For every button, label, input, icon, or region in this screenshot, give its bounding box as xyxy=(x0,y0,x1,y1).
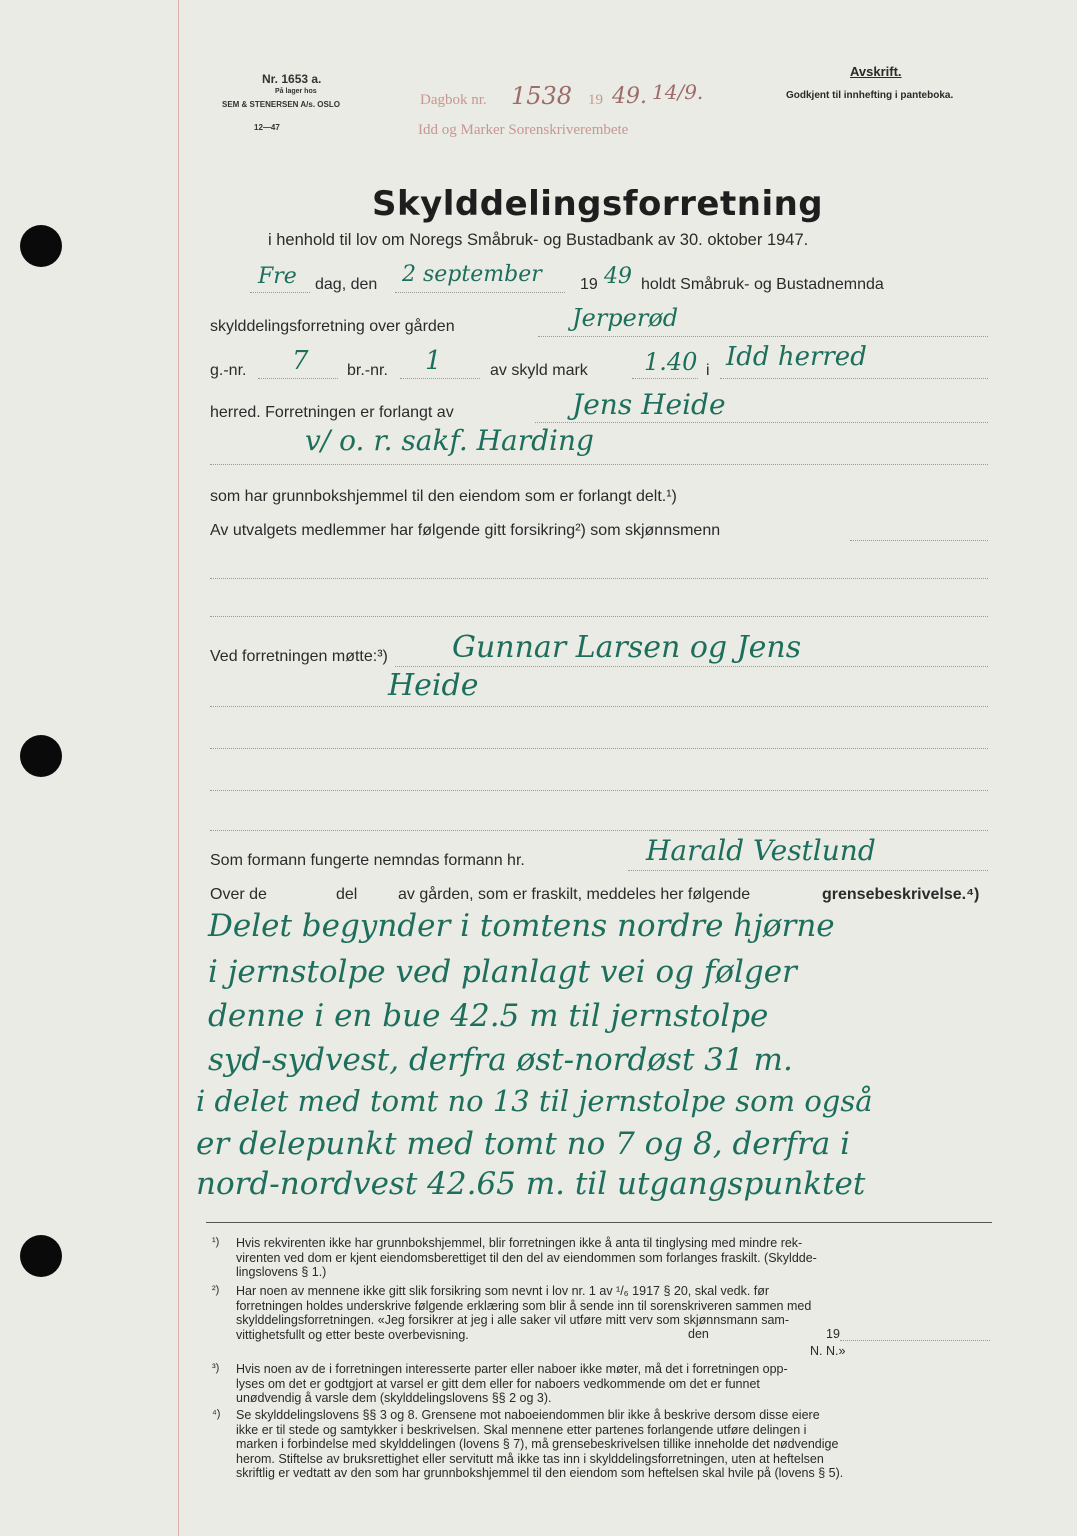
footnote-4-line-5: skriftlig er vedtatt av den som har grunnbokshjemmel til den eiendom som heftelsen skal hvile på (lovens § 5). xyxy=(236,1466,844,1480)
document-title: Skylddelingsforretning xyxy=(372,184,824,224)
footnote-3-line-3: unødvendig å varsle dem (skylddelingslovens §§ 2 og 3). xyxy=(236,1391,552,1405)
footnote-2 xyxy=(236,1284,811,1342)
farm-label: skylddelingsforretning over gården xyxy=(210,318,455,335)
printer-line-3: 12—47 xyxy=(254,123,280,132)
footnote-2-number: ²) xyxy=(212,1284,220,1296)
footnote-2-line-2: forretningen holdes underskrive følgende erklæring som blir å sende inn til sorenskriveren sammen med xyxy=(236,1298,812,1313)
punch-hole-top xyxy=(20,225,62,267)
farm-handwritten: Jerperød xyxy=(572,304,679,332)
skyld-label: av skyld mark xyxy=(490,362,588,379)
stamp-year-prefix: 19 xyxy=(588,92,603,108)
printer-line-1: På lager hos xyxy=(275,88,317,95)
boundary-bold: grensebeskrivelse.⁴) xyxy=(822,886,980,903)
description-line-7: nord-nordvest 42.65 m. til utgangspunktet xyxy=(196,1166,866,1202)
footnote-4-line-2: ikke er til stede og samtykker i beskrivelsen. Skal mennene etter partenes forlangende utføre delingen i xyxy=(236,1422,807,1437)
stamp-year: 49. xyxy=(612,84,647,109)
gnr-label: g.-nr. xyxy=(210,362,247,379)
blank-line-3 xyxy=(210,706,988,707)
stamp-office: Idd og Marker Sorenskriverembete xyxy=(418,122,629,138)
chair-label: Som formann fungerte nemndas formann hr. xyxy=(210,852,525,869)
footnote-3-line-2: lyses om det er godtgjort at varsel er gitt dem eller for naboers vedkommende om det er funnet xyxy=(236,1376,760,1391)
year-prefix: 19 xyxy=(580,276,598,293)
attended-handwritten: Gunnar Larsen og Jens xyxy=(452,630,802,665)
copy-label: Avskrift. xyxy=(850,64,902,79)
chair-underline xyxy=(628,870,988,871)
footnote-2-line-3: skylddelingsforretningen. «Jeg forsikrer at jeg i alle saker vil utføre mitt verv som skjønnsmann sam- xyxy=(236,1313,789,1327)
footnote-2-den: den xyxy=(688,1327,709,1341)
date-underline xyxy=(395,292,565,293)
members-line: Av utvalgets medlemmer har følgende gitt forsikring²) som skjønnsmenn xyxy=(210,522,721,539)
footnote-2-line-4: vittighetsfullt og etter beste overbevisning. xyxy=(236,1327,469,1342)
footnote-separator xyxy=(206,1222,992,1223)
footnote-1 xyxy=(236,1236,817,1280)
members-underline xyxy=(850,540,988,541)
bnr-label: br.-nr. xyxy=(347,362,388,379)
footnote-1-line-3: lingslovens § 1.) xyxy=(236,1265,327,1279)
printer-line-2: SEM & STENERSEN A/s. OSLO xyxy=(222,100,340,109)
skyld-underline xyxy=(632,378,698,379)
description-line-2: i jernstolpe ved planlagt vei og følger xyxy=(208,954,797,990)
skyld-handwritten: 1.40 xyxy=(644,348,698,376)
footnote-4-line-1: Se skylddelingslovens §§ 3 og 8. Grensene mot naboeiendommen blir ikke å beskrive dersom disse eiere xyxy=(236,1408,820,1422)
footnote-4-number: ⁴) xyxy=(212,1408,221,1420)
held-label: holdt Småbruk- og Bustadnemnda xyxy=(641,276,884,293)
blank-line-2 xyxy=(210,616,988,617)
description-line-4: syd-sydvest, derfra øst-nordøst 31 m. xyxy=(208,1042,793,1078)
footnote-3 xyxy=(236,1362,788,1406)
footnote-2-signature: N. N.» xyxy=(810,1344,846,1358)
description-line-5: i delet med tomt no 13 til jernstolpe som også xyxy=(196,1084,873,1118)
footnote-4-line-3: marken i forbindelse med skylddelingen (lovens § 7), må grensebeskrivelsen tillike inneholde det nødvendige xyxy=(236,1437,839,1451)
blank-line-6 xyxy=(210,830,988,831)
document-subtitle: i henhold til lov om Noregs Småbruk- og Bustadbank av 30. oktober 1947. xyxy=(268,231,809,249)
footnote-3-number: ³) xyxy=(212,1362,220,1374)
stamp-date: 14/9. xyxy=(652,80,704,104)
attended-underline xyxy=(395,666,988,667)
blank-line-4 xyxy=(210,748,988,749)
farm-underline xyxy=(538,336,988,337)
requested-underline-2 xyxy=(210,464,988,465)
requested-label: herred. Forretningen er forlangt av xyxy=(210,404,454,421)
requested-handwritten: Jens Heide xyxy=(572,388,726,421)
boundary-del: del xyxy=(336,886,358,903)
requested-handwritten-2: v/ o. r. sakf. Harding xyxy=(305,424,594,457)
boundary-rest: av gården, som er fraskilt, meddeles her følgende xyxy=(398,886,751,903)
stamp-number: 1538 xyxy=(511,82,573,110)
description-line-6: er delepunkt med tomt no 7 og 8, derfra i xyxy=(196,1126,851,1162)
margin-line xyxy=(178,0,179,1536)
copy-note: Godkjent til innhefting i panteboka. xyxy=(786,90,954,101)
footnote-4 xyxy=(236,1408,843,1481)
day-handwritten: Fre xyxy=(258,264,297,289)
year-handwritten: 49 xyxy=(604,264,632,289)
footnote-2-underline xyxy=(840,1340,990,1341)
date-handwritten: 2 september xyxy=(402,262,542,287)
chair-handwritten: Harald Vestlund xyxy=(646,834,876,867)
day-label: dag, den xyxy=(315,276,378,293)
stamp-dagbok-label: Dagbok nr. xyxy=(420,92,487,108)
footnote-2-year: 19 xyxy=(826,1327,840,1341)
herred-underline xyxy=(720,378,988,379)
footnote-1-line-2: virenten ved dom er kjent eiendomsberettiget til den del av eiendommen som forlanges fraskilt. (Skyldde- xyxy=(236,1250,817,1265)
footnote-3-line-1: Hvis noen av de i forretningen interesserte parter eller naboer ikke møter, må det i forretningen opp- xyxy=(236,1362,788,1376)
day-underline xyxy=(250,292,310,293)
description-line-3: denne i en bue 42.5 m til jernstolpe xyxy=(208,998,769,1034)
i-label: i xyxy=(706,362,710,379)
form-number: Nr. 1653 a. xyxy=(262,72,322,86)
blank-line-5 xyxy=(210,790,988,791)
attended-label: Ved forretningen møtte:³) xyxy=(210,648,388,665)
gnr-underline xyxy=(258,378,338,379)
requested-underline xyxy=(535,422,988,423)
owner-line: som har grunnbokshjemmel til den eiendom som er forlangt delt.¹) xyxy=(210,488,677,505)
punch-hole-bottom xyxy=(20,1235,62,1277)
attended-handwritten-2: Heide xyxy=(388,668,479,703)
bnr-handwritten: 1 xyxy=(425,346,442,376)
herred-handwritten: Idd herred xyxy=(726,342,867,372)
footnote-1-number: ¹) xyxy=(212,1236,220,1248)
footnote-4-line-4: herom. Stiftelse av bruksrettighet eller servitutt må ikke tas inn i skylddelingsforretningen, uten at heftelsen xyxy=(236,1451,824,1466)
bnr-underline xyxy=(400,378,480,379)
punch-hole-middle xyxy=(20,735,62,777)
description-line-1: Delet begynder i tomtens nordre hjørne xyxy=(208,908,835,944)
gnr-handwritten: 7 xyxy=(292,346,309,376)
blank-line-1 xyxy=(210,578,988,579)
footnote-1-line-1: Hvis rekvirenten ikke har grunnbokshjemmel, blir forretningen ikke å anta til tinglysing med mindre rek- xyxy=(236,1236,803,1250)
boundary-over: Over de xyxy=(210,886,267,903)
footnote-2-line-1: Har noen av mennene ikke gitt slik forsikring som nevnt i lov nr. 1 av ¹/₆ 1917 § 20, skal vedk. før xyxy=(236,1284,770,1298)
